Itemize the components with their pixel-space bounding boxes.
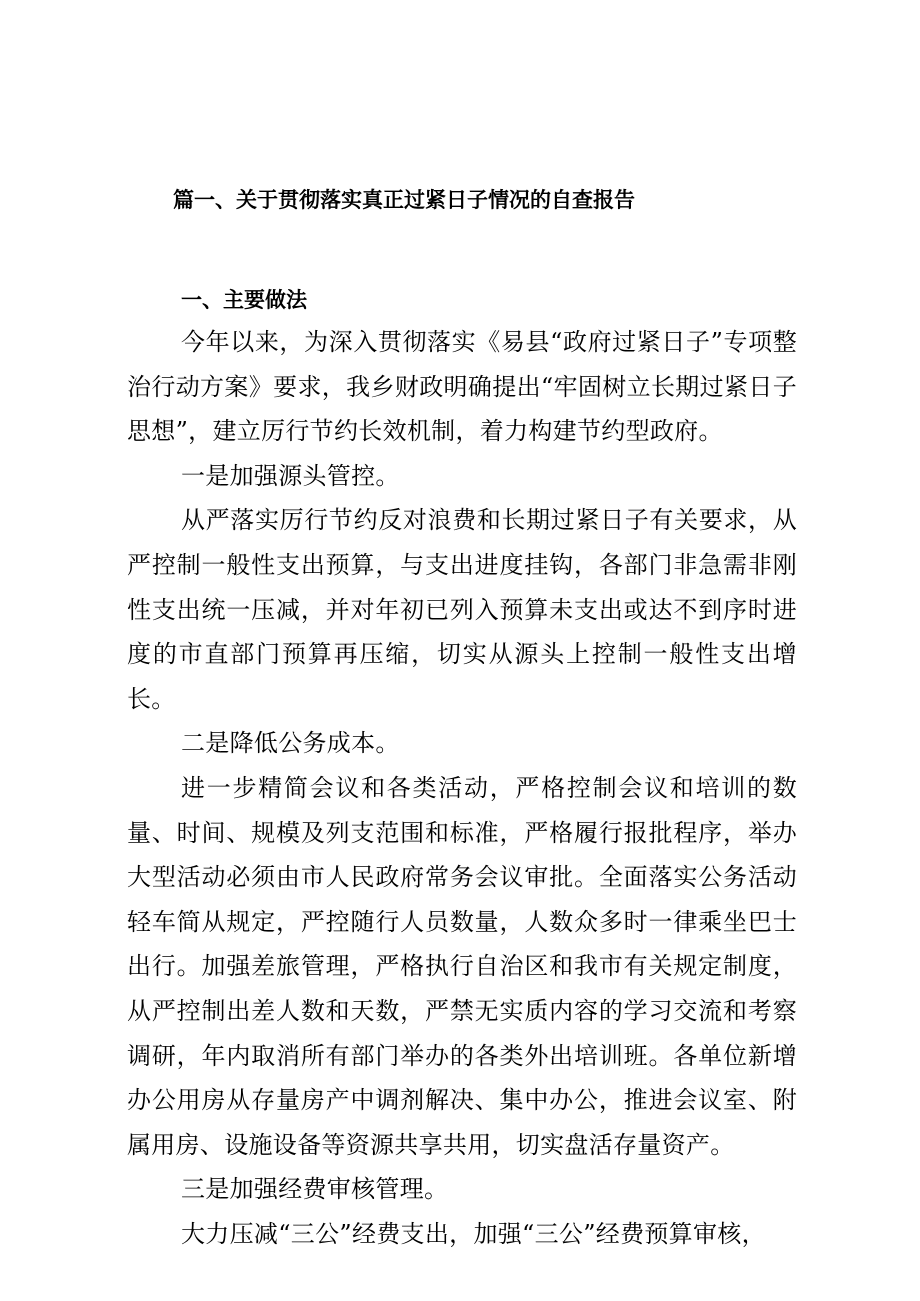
paragraph-point-1: 一是加强源头管控。: [181, 461, 400, 490]
paragraph-point-3: 三是加强经费审核管理。: [181, 1175, 449, 1204]
paragraph-point-2: 二是降低公务成本。: [181, 729, 400, 758]
paragraph-intro: 今年以来，为深入贯彻落实《易县“政府过紧日子”专项整治行动方案》要求，我乡财政明确提出“牢固树立长期过紧日子思想”，建立厉行节约长效机制，着力构建节约型政府。: [127, 328, 797, 446]
paragraph-point-1-detail: 从严落实厉行节约反对浪费和长期过紧日子有关要求，从严控制一般性支出预算，与支出进度挂钩，各部门非急需非刚性支出统一压减，并对年初已列入预算未支出或达不到序时进度的市直部门预算再压缩，切实从源头上控制一般性支出增长。: [127, 506, 797, 713]
section-heading: 一、主要做法: [181, 288, 307, 312]
document-title: 篇一、关于贯彻落实真正过紧日子情况的自查报告: [173, 188, 635, 212]
paragraph-point-3-detail: 大力压减“三公”经费支出，加强“三公”经费预算审核，: [181, 1219, 766, 1248]
document-body: [127, 320, 797, 1256]
paragraph-point-2-detail: 进一步精简会议和各类活动，严格控制会议和培训的数量、时间、规模及列支范围和标准，严格履行报批程序，举办大型活动必须由市人民政府常务会议审批。全面落实公务活动轻车简从规定，严控随行人员数量，人数众多时一律乘坐巴士出行。加强差旅管理，严格执行自治区和我市有关规定制度，从严控制出差人数和天数，严禁无实质内容的学习交流和考察调研，年内取消所有部门举办的各类外出培训班。各单位新增办公用房从存量房产中调剂解决、集中办公，推进会议室、附属用房、设施设备等资源共享共用，切实盘活存量资产。: [127, 773, 797, 1159]
